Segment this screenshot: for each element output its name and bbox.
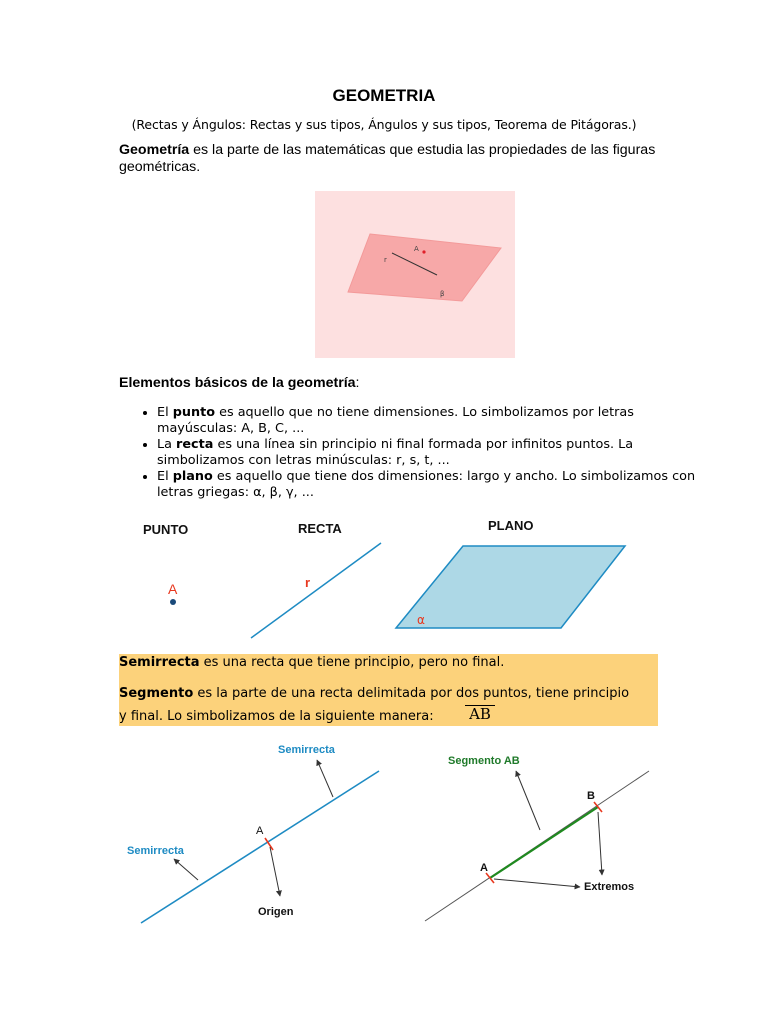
section-heading-text: Elementos básicos de la geometría	[119, 375, 356, 391]
plano-title: PLANO	[488, 518, 534, 533]
item-term: recta	[176, 437, 214, 452]
plane-illustration	[315, 191, 515, 358]
segment-label: Segmento AB	[448, 755, 520, 767]
recta-line	[251, 543, 381, 638]
list-item	[157, 437, 697, 469]
extremes-arrow-a	[494, 879, 580, 887]
elements-list	[133, 405, 697, 501]
origin-label: Origen	[258, 906, 294, 918]
segmento-term: Segmento	[119, 686, 194, 701]
segment-b-label: B	[587, 790, 595, 802]
item-text: es aquello que tiene dos dimensiones: largo y ancho. Lo simbolizamos con letras griegas: α, β, γ, ...	[157, 469, 696, 500]
punto-title: PUNTO	[143, 522, 189, 537]
segment-notation: AB	[465, 705, 495, 722]
point-a-dot	[422, 250, 425, 253]
punto-label: A	[168, 581, 178, 597]
page-title: GEOMETRIA	[332, 86, 436, 105]
plane-beta-label: β	[440, 290, 445, 298]
segment-a-label: A	[480, 862, 488, 874]
item-prefix: La	[157, 437, 177, 452]
item-term: plano	[172, 469, 213, 484]
segment-ab	[490, 807, 598, 878]
recta-label: r	[305, 575, 311, 590]
plano-label: α	[417, 613, 425, 627]
item-text: es una línea sin principio ni final formada por infinitos puntos. La simbolizamos con letras minúsculas: r, s, t, ...	[157, 437, 634, 468]
plano-shape	[396, 546, 625, 628]
plane-shape	[348, 234, 501, 301]
item-term: punto	[172, 405, 216, 420]
semirrecta-left-arrow	[174, 859, 198, 880]
list-item	[157, 405, 697, 437]
item-prefix: El	[157, 405, 173, 420]
segment-arrow	[516, 771, 540, 830]
ray-point-label: A	[256, 825, 264, 837]
semirrecta-top-label: Semirrecta	[278, 744, 335, 756]
origin-arrow	[270, 847, 280, 896]
item-prefix: El	[157, 469, 173, 484]
list-item	[157, 469, 697, 501]
segmento-definition-cont: y final. Lo simbolizamos de la siguiente manera:	[119, 709, 434, 724]
segmento-definition	[119, 685, 658, 702]
segmento-text: es la parte de una recta delimitada por dos puntos, tiene principio	[193, 686, 630, 701]
semirrecta-left-label: Semirrecta	[127, 845, 184, 857]
plane-illustration-svg	[315, 191, 515, 358]
basic-elements-figure	[0, 512, 768, 647]
point-a-label: A	[414, 245, 419, 253]
semirrecta-definition	[119, 654, 658, 671]
extremes-arrow-b	[598, 812, 602, 875]
rays-segment-svg	[0, 738, 768, 928]
intro-paragraph	[119, 142, 679, 176]
definitions-box	[119, 654, 658, 726]
semirrecta-term: Semirrecta	[119, 655, 200, 670]
section-heading	[119, 375, 360, 391]
item-text: es aquello que no tiene dimensiones. Lo simbolizamos por letras mayúsculas: A, B, C, ...	[157, 405, 634, 436]
semirrecta-text: es una recta que tiene principio, pero no final.	[199, 655, 505, 670]
recta-title: RECTA	[298, 521, 342, 536]
punto-dot	[170, 599, 176, 605]
line-r-label: r	[384, 256, 387, 264]
segment-a-mark	[486, 873, 494, 883]
section-heading-colon: :	[355, 375, 360, 391]
intro-text: es la parte de las matemáticas que estudia las propiedades de las figuras geométricas.	[119, 142, 656, 175]
extremes-label: Extremos	[584, 881, 635, 893]
semirrecta-top-arrow	[317, 760, 333, 797]
rays-segment-figure	[0, 738, 768, 928]
intro-term: Geometría	[119, 142, 190, 158]
page-subtitle: (Rectas y Ángulos: Rectas y sus tipos, Ángulos y sus tipos, Teorema de Pitágoras.)	[131, 117, 637, 132]
basic-elements-svg	[0, 512, 768, 647]
